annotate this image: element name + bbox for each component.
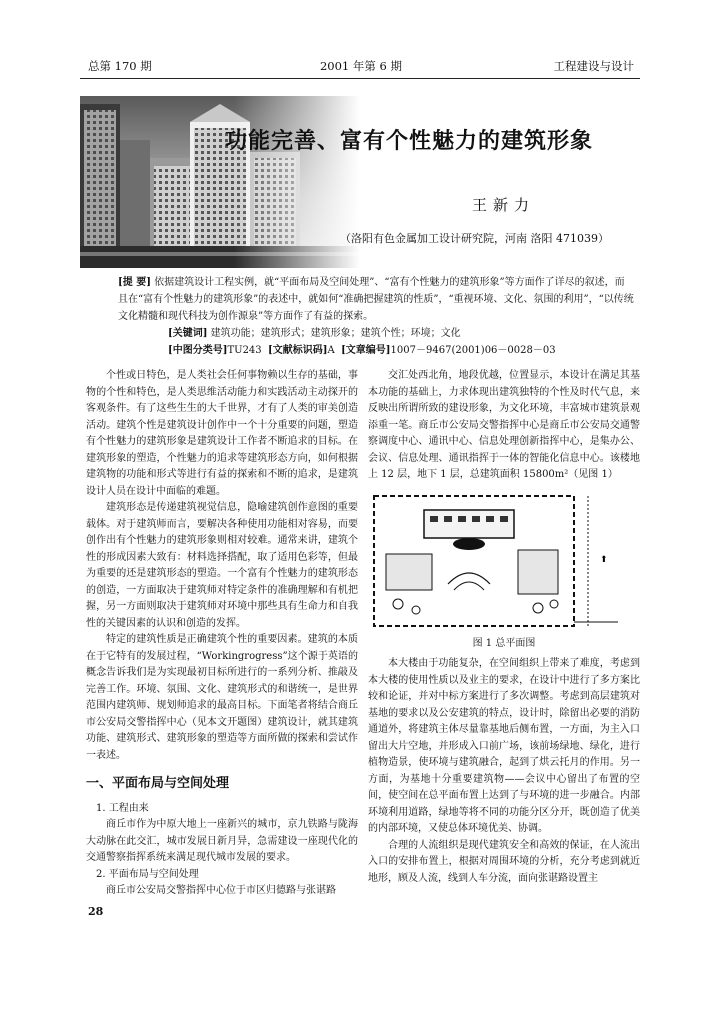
building-photo [80,96,360,268]
abstract-label: [提 要] [118,277,151,288]
running-header [88,58,634,76]
cls-label: [中图分类号] [168,345,228,356]
right-column [368,368,640,887]
keywords-label: [关键词] [168,328,208,339]
subsection-heading: 1. 工程由来 [96,802,149,814]
site-plan-figure [368,492,640,632]
body-paragraph: 本大楼由于功能复杂，在空间组织上带来了难度，考虑到本大楼的使用性质以及业主的要求，在设计中进行了多方案比较和论证，并对中标方案进行了多次调整。考虑到高层建筑对基地的要求以及公安建筑的特点，设计时，除留出必要的消防通道外，将建筑主体尽量靠基地后侧布置，一方面，为主入口留出大片空地，并形成入口前广场，该前场绿地、绿化，进行植物造景，使环境与建筑融合，起到了烘云托月的作用。另一方面，为基地十分重要建筑物——会议中心留出了布置的空间，使空间在总平面布置上达到了与环境的进一步融合。内部环境利用道路，绿地等将不同的功能分区分开，既创造了优美的内部环境，又使总体环境优美、协调。 [368,658,640,834]
doc-label: [文献标识码] [268,345,328,356]
figure-caption: 图 1 总平面图 [472,637,536,649]
body-paragraph: 个性或日特色，是人类社会任何事物赖以生存的基础，事物的个性和特色，是人类思维活动能力和实践活动主动探开的客观条件。有了这些生生的大千世界，才有了人类的审美创造活动。建筑个性是建筑设计创作中一个十分重要的问题，塑造有个性魅力的建筑形象是建筑设计工作者不断追求的目标。在建筑形象的塑造，个性魅力的追求等建筑形态方向，如何根据建筑物的功能和形式等进行有益的探索和不断的追求，是建筑设计人员在设计中面临的难题。 [86,370,358,497]
left-column [86,368,358,900]
body-paragraph: 商丘市作为中原大地上一座新兴的城市，京九铁路与陇海大动脉在此交汇，城市发展日新月异，急需建设一座现代化的交通警察指挥系统来满足现代城市发展的要求。 [86,819,358,863]
abstract-text: 依据建筑设计工程实例，就“平面布局及空间处理”、“富有个性魅力的建筑形象”等方面作了详尽的叙述，而且在“富有个性魅力的建筑形象”的表述中，就如何“准确把握建筑的性质”，“重视环境、文化、氛围的利用”，“以传统文化精髓和现代科技为创作源泉”等方面作了有益的探索。 [118,277,634,322]
doc-value: A [327,345,335,356]
article-title: 功能完善、富有个性魅力的建筑形象 [225,129,594,154]
section-heading: 一、平面布局与空间处理 [86,776,230,791]
body-paragraph: 建筑形态是传递建筑视觉信息，隐喻建筑创作意图的重要载体。对于建筑师而言，要解决各种使用功能相对容易，而要创作出有个性魅力的建筑形象则相对较难。通常来讲，建筑个性的形成因素大致有：材料选择搭配，取了适用色彩等，但最为重要的还是建筑形态的塑造。一个富有个性魅力的建筑形态的创造，一方面取决于建筑师对特定条件的准确理解和有机把握，另一方面则取决于建筑师对环境中那些具有生命力和自我性的关键因素的认识和创造的发挥。 [86,502,358,629]
keywords-line [118,325,634,342]
body-paragraph: 商丘市公安局交警指挥中心位于市区归德路与张谌路 [106,885,336,896]
header-issue: 2001 年第 6 期 [319,59,403,73]
header-rule [80,78,640,79]
article-no-value: 1007－9467(2001)06－0028－03 [390,345,556,356]
svg-text:⬆: ⬆ [600,554,608,565]
classification-line [118,342,634,359]
article-no-label: [文章编号] [341,345,391,356]
header-issue-total: 总第 170 期 [88,59,152,73]
body-paragraph: 特定的建筑性质是正确建筑个性的重要因素。建筑的本质在于它特有的发展过程，“Workingrogress”这个源于英语的概念告诉我们是为实现最初目标所进行的一系列分析、推敲及完善工作。环境、氛围、文化、建筑形式的和谐统一，是世界范围内建筑师、规划师追求的最高目标。下面笔者将结合商丘市公安局交警指挥中心（见本文开题图）建筑设计，就其建筑功能、建筑形式、建筑形象的塑造等方面所做的探索和尝试作一表述。 [86,634,358,761]
body-paragraph: 合理的人流组织是现代建筑安全和高效的保证，在人流出入口的安排布置上，根据对周围环境的分析，充分考虑到就近地形，顾及人流，线到人车分流，面向张谌路设置主 [368,839,640,884]
cls-value: TU243 [227,345,262,356]
subsection-heading: 2. 平面布局与空间处理 [96,868,199,880]
abstract-paragraph [118,274,634,325]
author-affiliation: （洛阳有色金属加工设计研究院，河南 洛阳 471039） [340,232,609,245]
body-paragraph: 交汇处西北角，地段优越，位置显示，本设计在满足其基本功能的基础上，力求体现出建筑独特的个性及时代气息，来反映出所谓所致的建设形象，为文化环境，丰富城市建筑景观添重一笔。商丘市公安局交警指挥中心是商丘市公安局交通警察调度中心、通讯中心、信息处理创新指挥中心，是集办公、会议、信息处理、通讯指挥于一体的智能化信息中心。该楼地上 12 层，地下 1 层，总建筑面积 15800m²（见图 1） [368,370,640,480]
abstract-block [118,274,634,359]
author-name: 王新力 [472,196,536,214]
page-number: 28 [88,905,104,918]
keywords-text: 建筑功能；建筑形式；建筑形象；建筑个性；环境；文化 [210,328,461,339]
header-journal: 工程建设与设计 [553,59,634,73]
